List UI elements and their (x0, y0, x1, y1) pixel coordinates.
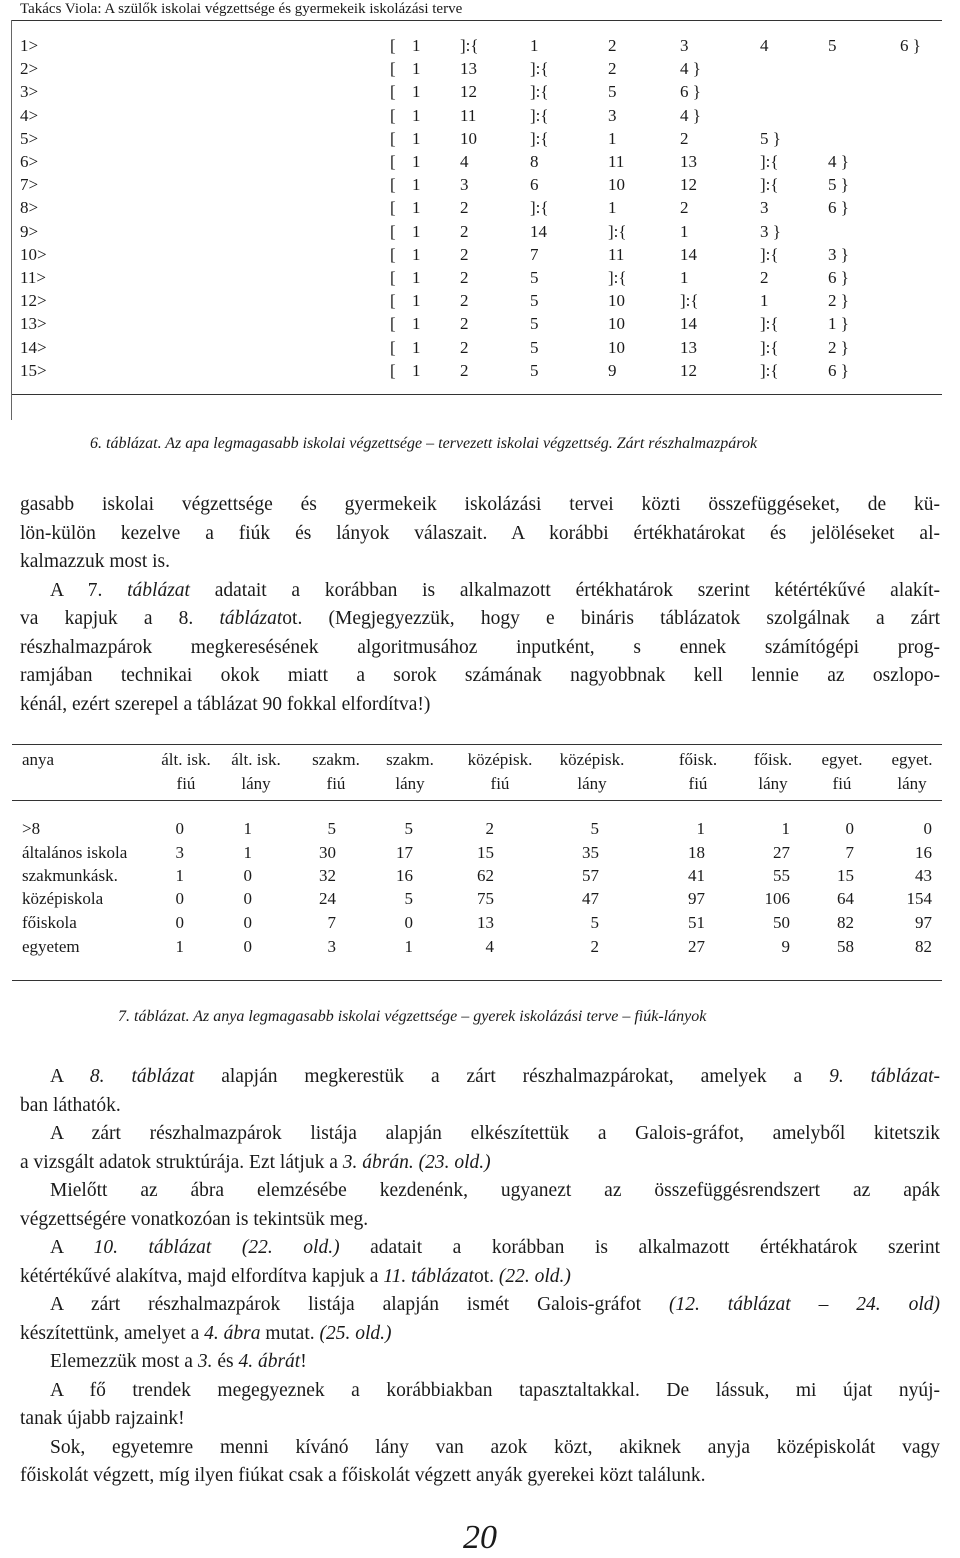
table-row (0, 312, 960, 335)
table-cell: 11 (460, 105, 477, 125)
column-header: ált. isk. (231, 750, 281, 769)
table-cell: 0 (175, 913, 184, 932)
text-line: tanak újabb rajzaink! (20, 1408, 185, 1429)
text-line: a vizsgált adatok struktúrája. Ezt látjuk a 3. ábrán. (23. old.) (20, 1151, 491, 1173)
page-number: 20 (463, 1519, 497, 1556)
table-cell: 0 (243, 866, 252, 885)
table-cell: 154 (906, 889, 932, 908)
table-cell: 1 (412, 105, 421, 125)
table-row (0, 127, 960, 150)
table-cell: 11 (608, 244, 625, 264)
table-cell: [ (390, 105, 396, 125)
table-cell: 10 (460, 128, 477, 148)
table-cell: 64 (837, 889, 854, 908)
table-cell: 15 (837, 866, 854, 885)
text-line: készítettünk, amelyet a 4. ábra mutat. (25. old.) (20, 1322, 392, 1344)
row-index: 9> (20, 221, 39, 241)
table-cell: ]:{ (760, 314, 779, 334)
table-cell: 1 (696, 819, 705, 838)
table-cell: 5 } (760, 128, 781, 148)
table-cell: 3 (760, 198, 769, 218)
column-header: fiú (832, 774, 852, 793)
table-cell: 30 (319, 843, 336, 862)
table-cell: 1 (680, 268, 689, 287)
table-cell: 97 (688, 889, 705, 908)
text-line: gasabb iskolai végzettsége és gyermekeik iskolázási tervei közti összefüggéseket, de kü- (20, 494, 940, 515)
text-line: végzettségére vonatkozóan is tekintsük meg. (20, 1208, 369, 1230)
table-cell: 5 } (828, 175, 849, 195)
table-cell: 3 } (828, 244, 849, 264)
column-header: fiú (490, 774, 510, 793)
table-cell: 1 (412, 291, 421, 311)
table-cell: 18 (688, 843, 705, 862)
table-row (0, 150, 960, 173)
table-cell: 5 (608, 82, 617, 102)
table-cell: 5 (404, 819, 413, 838)
column-header: szakm. (386, 750, 434, 769)
table-row (0, 57, 960, 80)
table-cell: 7 (845, 843, 854, 862)
table-cell: 0 (175, 819, 184, 838)
table-cell: 55 (773, 866, 790, 885)
table-cell: 1 (412, 221, 421, 241)
table-cell: ]:{ (760, 175, 779, 195)
table-cell: [ (390, 291, 396, 311)
table-cell: 10 (608, 291, 625, 311)
header-rule (12, 20, 942, 21)
row-index: 6> (20, 152, 39, 171)
table-cell: 2 (460, 268, 469, 287)
table-cell: 14 (680, 244, 697, 264)
table-cell: 62 (477, 866, 494, 885)
table-cell: 12 (680, 175, 697, 195)
column-header: lány (758, 774, 788, 793)
table-cell: ]:{ (530, 128, 549, 148)
table-cell: ]:{ (530, 82, 549, 102)
table-cell: 1 (175, 866, 184, 885)
table-row (0, 336, 960, 359)
row-index: 1> (20, 36, 39, 55)
table-cell: 1 (530, 36, 539, 55)
table-cell: [ (390, 152, 396, 171)
table-cell: 1 (412, 128, 421, 148)
table-cell: 1 (781, 819, 790, 838)
table-cell: 10 (608, 314, 625, 334)
table-cell: 9 (608, 360, 617, 380)
table-cell: 16 (396, 866, 413, 885)
table-cell: 4 } (828, 152, 849, 171)
row-label: szakmunkásk. (22, 866, 118, 885)
row-index: 11> (20, 268, 46, 287)
table-cell: 5 (590, 819, 599, 838)
table-cell: 2 } (828, 291, 849, 311)
table-cell: 3 (460, 175, 469, 195)
table-cell: 27 (773, 843, 790, 862)
row-index: 15> (20, 360, 47, 380)
table-cell: 1 (412, 175, 421, 195)
column-header: fiú (326, 774, 346, 793)
table-cell: 3 (327, 937, 336, 956)
table-cell: 1 (412, 82, 421, 102)
table-cell: 4 (460, 152, 469, 171)
row-index: 14> (20, 337, 47, 357)
table7-caption: 7. táblázat. Az anya legmagasabb iskolai végzettsége – gyerek iskolázási terve – fiúk-lányok (118, 1008, 707, 1025)
column-header: lány (241, 774, 271, 793)
table-cell: 6 } (828, 198, 849, 218)
table-cell: 13 (680, 152, 697, 171)
column-header: fiú (688, 774, 708, 793)
table-cell: 2 (680, 128, 689, 148)
text-line: ban láthatók. (20, 1094, 121, 1116)
row-index: 5> (20, 128, 39, 148)
row-label: középiskola (22, 889, 104, 908)
table-cell: ]:{ (530, 105, 549, 125)
table-cell: 2 (485, 819, 494, 838)
table-row (0, 34, 960, 57)
table-cell: 106 (764, 889, 790, 908)
text-line: A 8. táblázat alapján megkerestük a zárt részhalmazpárokat, amelyek a 9. táblázat- (50, 1066, 940, 1087)
row-label: >8 (22, 819, 41, 838)
table-cell: 41 (688, 866, 705, 885)
table-cell: 0 (243, 937, 252, 956)
table-cell: 8 (530, 152, 539, 171)
table-cell: 5 (828, 36, 837, 55)
table-cell: 7 (530, 244, 539, 264)
table-cell: [ (390, 36, 396, 55)
table-cell: 10 (608, 175, 625, 195)
table-cell: 1 (412, 152, 421, 171)
table-cell: 57 (582, 866, 599, 885)
table-cell: 1 (412, 198, 421, 218)
table-cell: [ (390, 360, 396, 380)
table-cell: ]:{ (530, 59, 549, 79)
table-cell: 1 (175, 937, 184, 956)
table-cell: 0 (175, 889, 184, 908)
table-cell: 1 (412, 59, 421, 79)
table-cell: 6 } (900, 36, 921, 55)
table-cell: [ (390, 244, 396, 264)
table-cell: [ (390, 82, 396, 102)
table-cell: 1 (680, 221, 689, 241)
table-cell: ]:{ (680, 291, 699, 311)
table-cell: 1 (412, 36, 421, 55)
table-cell: 27 (688, 937, 705, 956)
table-cell: 50 (773, 913, 790, 932)
table-cell: 6 } (828, 268, 849, 287)
table-row (0, 359, 960, 382)
text-line: Sok, egyetemre menni kívánó lány van azok közt, akiknek anyja középiskolát vagy (50, 1436, 940, 1458)
table-cell: 3 (680, 36, 689, 55)
table-cell: 5 (530, 314, 539, 334)
table-cell: 43 (915, 866, 932, 885)
table-cell: 5 (530, 337, 539, 357)
table-cell: 4 (485, 937, 494, 956)
text-line: kénál, ezért szerepel a táblázat 90 fokkal elfordítva!) (20, 693, 431, 715)
table-cell: 0 (845, 819, 854, 838)
table-cell: 35 (582, 843, 599, 862)
table-cell: 5 (327, 819, 336, 838)
table-cell: ]:{ (760, 152, 779, 171)
column-header: főisk. (753, 750, 793, 769)
column-header: szakm. (312, 750, 360, 769)
table-cell: [ (390, 198, 396, 218)
column-header: fiú (176, 774, 196, 793)
table-cell: ]:{ (608, 221, 627, 241)
table-cell: ]:{ (608, 268, 627, 287)
table-row (0, 266, 960, 289)
column-header: lány (897, 774, 927, 793)
table-row (0, 220, 960, 243)
text-line: részhalmazpárok megkeresésének algoritmusához inputként, s ennek számítógépi prog- (20, 636, 940, 658)
table-cell: 3 (608, 105, 617, 125)
table-cell: 32 (319, 866, 336, 885)
row-index: 2> (20, 59, 39, 79)
table-row (0, 173, 960, 196)
table-cell: 1 (412, 268, 421, 287)
table-cell: 1 (608, 198, 617, 218)
row-index: 10> (20, 244, 47, 264)
table-cell: 51 (688, 913, 705, 932)
table-cell: 1 (412, 314, 421, 334)
column-header: egyet. (891, 750, 933, 769)
table-cell: 13 (477, 913, 494, 932)
table-cell: 75 (477, 889, 494, 908)
table-cell: 4 } (680, 105, 701, 125)
row-index: 4> (20, 105, 39, 125)
row-index: 7> (20, 175, 39, 195)
table-cell: 1 (404, 937, 413, 956)
table-cell: ]:{ (760, 244, 779, 264)
table-cell: 97 (915, 913, 932, 932)
table-cell: 1 (412, 360, 421, 380)
text-line: lön-külön kezelve a fiúk és lányok válaszait. A korábbi értékhatárokat és jelöléseket al- (20, 522, 940, 544)
table-cell: ]:{ (760, 360, 779, 380)
table-cell: 5 (590, 913, 599, 932)
table-cell: 3 (175, 843, 184, 862)
table-cell: 2 (608, 36, 617, 55)
table-cell: 7 (327, 913, 336, 932)
table-cell: 15 (477, 843, 494, 862)
table-cell: 11 (608, 152, 625, 171)
corner-label: anya (22, 750, 55, 769)
table-cell: 2 (460, 337, 469, 357)
table-cell: 2 } (828, 337, 849, 357)
table-cell: 5 (530, 268, 539, 287)
column-header: középisk. (559, 750, 625, 769)
table-cell: 6 } (828, 360, 849, 380)
column-header: egyet. (821, 750, 863, 769)
table-row (0, 196, 960, 219)
table-row (0, 289, 960, 312)
table-cell: 2 (460, 221, 469, 241)
table-cell: 16 (915, 843, 932, 862)
paragraph-analysis (20, 1063, 940, 1491)
row-label: főiskola (22, 913, 77, 932)
table-cell: [ (390, 314, 396, 334)
table-cell: 5 (404, 889, 413, 908)
table-cell: 82 (837, 913, 854, 932)
text-line: va kapjuk a 8. táblázatot. (Megjegyezzük, hogy e bináris táblázatok szolgálnak a zárt (20, 608, 940, 629)
table-row (0, 104, 960, 127)
table-cell: ]:{ (760, 337, 779, 357)
table-cell: 1 } (828, 314, 849, 334)
table-cell: 2 (680, 198, 689, 218)
table-cell: 9 (781, 937, 790, 956)
column-header: középisk. (467, 750, 533, 769)
table-cell: 24 (319, 889, 336, 908)
table-cell: 58 (837, 937, 854, 956)
row-label: általános iskola (22, 843, 128, 862)
table7-top-rule (12, 744, 942, 745)
column-header: lány (577, 774, 607, 793)
table-cell: [ (390, 221, 396, 241)
table-row (0, 80, 960, 103)
table-cell: 5 (530, 291, 539, 311)
column-header: főisk. (678, 750, 718, 769)
text-line: Elemezzük most a 3. és 4. ábrát! (50, 1351, 307, 1372)
table-cell: 2 (460, 244, 469, 264)
table-cell: 47 (582, 889, 599, 908)
table-cell: 1 (412, 337, 421, 357)
table-cell: 2 (460, 360, 469, 380)
table-cell: 1 (608, 128, 617, 148)
table7-bottom-rule (12, 980, 942, 981)
table-cell: 2 (460, 198, 469, 218)
table-cell: 12 (460, 82, 477, 102)
table-cell: 1 (243, 819, 252, 838)
table-cell: 0 (923, 819, 932, 838)
table-cell: 2 (460, 314, 469, 334)
table-cell: 0 (243, 889, 252, 908)
table-cell: 17 (396, 843, 413, 862)
text-line: kétértékűvé alakítva, majd elfordítva kapjuk a 11. táblázatot. (22. old.) (20, 1265, 571, 1287)
row-index: 13> (20, 314, 47, 334)
table-cell: 13 (460, 59, 477, 79)
row-index: 12> (20, 291, 47, 311)
text-line: A 7. táblázat adatait a korábban is alkalmazott értékhatárok szerint kétértékűvé alakít- (50, 579, 940, 601)
paragraph-binary-tables (20, 491, 940, 719)
table-cell: [ (390, 59, 396, 79)
table-cell: 12 (680, 360, 697, 380)
table-cell: [ (390, 337, 396, 357)
text-line: A zárt részhalmazpárok listája alapján ismét Galois-gráfot (12. táblázat – 24. old) (50, 1294, 940, 1315)
text-line: kalmazzuk most is. (20, 551, 171, 572)
table-cell: [ (390, 175, 396, 195)
table-cell: 6 } (680, 82, 701, 102)
table-cell: ]:{ (460, 36, 479, 55)
table-cell: 2 (590, 937, 599, 956)
table-cell: 1 (760, 291, 769, 311)
running-header: Takács Viola: A szülők iskolai végzettsége és gyermekeik iskolázási terve (20, 1, 463, 17)
text-line: főiskolát végzett, míg ilyen fiúkat csak a főiskolát végzett anyák gyerekei közt találunk. (20, 1465, 706, 1486)
table-row (0, 243, 960, 266)
table-cell: 0 (243, 913, 252, 932)
text-line: ramjában technikai okok miatt a sorok számának nagyobbnak kell lennie az oszlopo- (20, 665, 940, 686)
table-cell: 1 (412, 244, 421, 264)
table-cell: 4 } (680, 59, 701, 79)
table-cell: 13 (680, 337, 697, 357)
text-line: Mielőtt az ábra elemzésébe kezdenénk, ugyanezt az összefüggésrendszert az apák (50, 1180, 940, 1201)
row-index: 3> (20, 82, 39, 102)
table6-caption: 6. táblázat. Az apa legmagasabb iskolai végzettsége – tervezett iskolai végzettség. Zárt részhalmazpárok (90, 435, 758, 452)
table-cell: 10 (608, 337, 625, 357)
row-label: egyetem (22, 937, 80, 956)
table6-bottom-rule (12, 394, 942, 395)
table-cell: 14 (680, 314, 697, 334)
table-cell: 2 (760, 268, 769, 287)
table-cell: 1 (243, 843, 252, 862)
row-index: 8> (20, 198, 39, 218)
table-cell: ]:{ (530, 198, 549, 218)
table-cell: 5 (530, 360, 539, 380)
table-cell: 4 (760, 36, 769, 55)
text-line: A 10. táblázat (22. old.) adatait a korábban is alkalmazott értékhatárok szerint (50, 1237, 940, 1258)
table7-header-rule (12, 800, 942, 801)
table-cell: 14 (530, 221, 547, 241)
table-cell: [ (390, 268, 396, 287)
text-line: A zárt részhalmazpárok listája alapján elkészítettük a Galois-gráfot, amelyből kitetszik (50, 1123, 940, 1144)
text-line: A fő trendek megegyeznek a korábbiakban tapasztaltakkal. De lássuk, mi újat nyúj- (50, 1379, 940, 1401)
column-header: ált. isk. (161, 750, 211, 769)
column-header: lány (395, 774, 425, 793)
table-cell: 2 (460, 291, 469, 311)
table-cell: 6 (530, 175, 539, 195)
table-cell: 82 (915, 937, 932, 956)
table-cell: [ (390, 128, 396, 148)
table-cell: 3 } (760, 221, 781, 241)
table-cell: 2 (608, 59, 617, 79)
table-cell: 0 (404, 913, 413, 932)
